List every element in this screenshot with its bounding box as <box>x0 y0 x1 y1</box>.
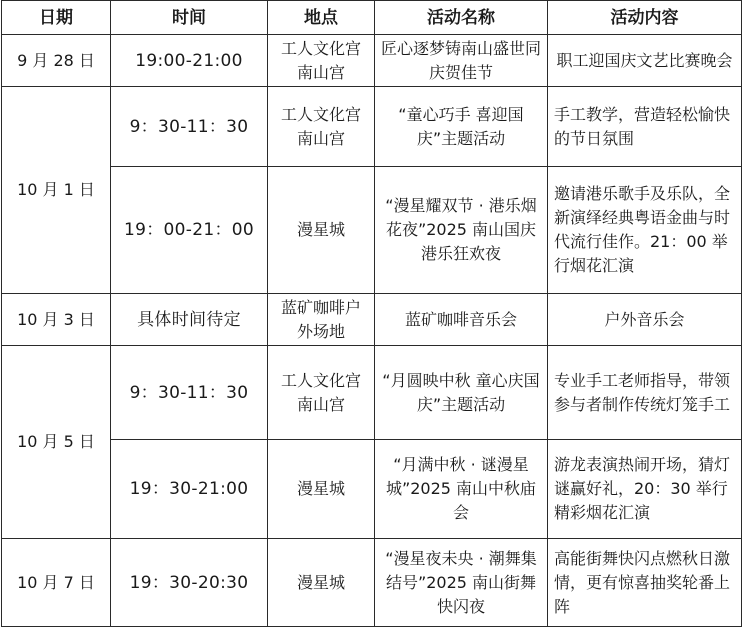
event-schedule-table <box>1 0 742 627</box>
event-name-cell: 匠心逐梦铸南山盛世同庆贺佳节 <box>375 35 548 87</box>
time-cell: 9：30-11：30 <box>111 87 268 167</box>
event-content-cell: 手工教学，营造轻松愉快的节日氛围 <box>548 87 742 167</box>
event-name-cell: “漫星耀双节 · 港乐烟花夜”2025 南山国庆港乐狂欢夜 <box>375 167 548 294</box>
event-name-cell: “月满中秋 · 谜漫星城”2025 南山中秋庙会 <box>375 440 548 539</box>
place-cell: 工人文化宫南山宫 <box>268 87 375 167</box>
date-cell: 10 月 7 日 <box>2 539 111 627</box>
time-cell: 具体时间待定 <box>111 294 268 346</box>
event-content-cell: 邀请港乐歌手及乐队，全新演绎经典粤语金曲与时代流行佳作。21：00 举行烟花汇演 <box>548 167 742 294</box>
date-cell: 10 月 5 日 <box>2 346 111 539</box>
header-row <box>2 1 742 35</box>
event-content-cell: 游龙表演热闹开场，猜灯谜赢好礼，20：30 举行精彩烟花汇演 <box>548 440 742 539</box>
header-event-content: 活动内容 <box>548 1 742 35</box>
place-cell: 漫星城 <box>268 167 375 294</box>
event-name-cell: “月圆映中秋 童心庆国庆”主题活动 <box>375 346 548 440</box>
time-cell: 19：00-21：00 <box>111 167 268 294</box>
header-event-name: 活动名称 <box>375 1 548 35</box>
time-cell: 19：30-21:00 <box>111 440 268 539</box>
table-row <box>2 35 742 87</box>
table-row <box>2 167 742 294</box>
table-row <box>2 346 742 440</box>
event-content-cell: 专业手工老师指导，带领参与者制作传统灯笼手工 <box>548 346 742 440</box>
table-row <box>2 539 742 627</box>
table-row <box>2 294 742 346</box>
event-name-cell: “漫星夜未央 · 潮舞集结号”2025 南山街舞快闪夜 <box>375 539 548 627</box>
place-cell: 漫星城 <box>268 440 375 539</box>
date-cell: 10 月 1 日 <box>2 87 111 294</box>
date-cell: 10 月 3 日 <box>2 294 111 346</box>
header-time: 时间 <box>111 1 268 35</box>
header-date: 日期 <box>2 1 111 35</box>
table-row <box>2 87 742 167</box>
date-cell: 9 月 28 日 <box>2 35 111 87</box>
place-cell: 蓝矿咖啡户外场地 <box>268 294 375 346</box>
place-cell: 漫星城 <box>268 539 375 627</box>
time-cell: 19:00-21:00 <box>111 35 268 87</box>
event-name-cell: 蓝矿咖啡音乐会 <box>375 294 548 346</box>
time-cell: 9：30-11：30 <box>111 346 268 440</box>
event-name-cell: “童心巧手 喜迎国庆”主题活动 <box>375 87 548 167</box>
place-cell: 工人文化宫南山宫 <box>268 35 375 87</box>
event-content-cell: 高能街舞快闪点燃秋日激情，更有惊喜抽奖轮番上阵 <box>548 539 742 627</box>
time-cell: 19：30-20:30 <box>111 539 268 627</box>
event-content-cell: 职工迎国庆文艺比赛晚会 <box>548 35 742 87</box>
header-place: 地点 <box>268 1 375 35</box>
place-cell: 工人文化宫南山宫 <box>268 346 375 440</box>
table-row <box>2 440 742 539</box>
event-content-cell: 户外音乐会 <box>548 294 742 346</box>
